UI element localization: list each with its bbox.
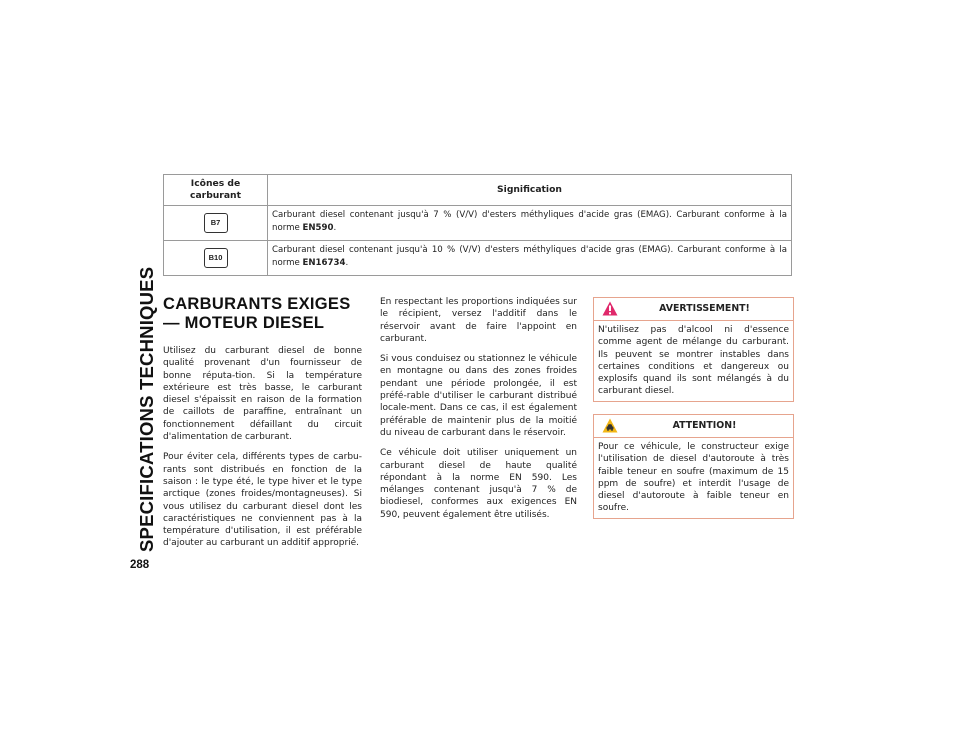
page-number: 288 [130, 559, 150, 571]
paragraph: Si vous conduisez ou stationnez le véhicule en montagne ou dans des zones froides pendant une période prolongée, il est préfé-rable d'utiliser le carburant distribué locale-ment. Dans ce cas, il est également préférable de maintenir plus de la moitié du niveau de carburant dans le réservoir. [380, 354, 577, 438]
warning-title: AVERTISSEMENT! [659, 303, 750, 314]
fuel-icon-cell [164, 241, 268, 276]
norm-label: EN590 [302, 222, 334, 233]
text-column-1 [163, 295, 362, 558]
table-row [164, 206, 792, 241]
meaning-text: Carburant diesel contenant jusqu'à 7 % (V/V) d'esters méthyliques d'acide gras (EMAG). Carburant conforme à la norme [272, 210, 787, 233]
warning-text: N'utilisez pas d'alcool ni d'essence comme agent de mélange du carburant. Ils peuvent se montrer instables dans certaines conditions et dangereux ou explosifs quand ils sont mélangés à du carburant diesel. [598, 325, 789, 397]
warning-triangle-icon [602, 301, 618, 316]
warning-header [594, 298, 793, 321]
caution-title: ATTENTION! [672, 420, 737, 431]
section-side-title: SPECIFICATIONS TECHNIQUES [136, 266, 157, 552]
paragraph: Utilisez du carburant diesel de bonne qualité provenant d'un fournisseur de bonne réputa-tion. Si la température extérieure est très basse, le carburant diesel s'épaissit en raison de la formation de caillots de paraffine, entraînant un fonctionnement défaillant du circuit d'alimentation de carburant. [163, 346, 362, 443]
table-header-row [164, 175, 792, 206]
column-header-icons: Icônes de carburant [164, 175, 268, 206]
meaning-text: Carburant diesel contenant jusqu'à 10 % (V/V) d'esters méthyliques d'acide gras (EMAG). Carburant conforme à la norme [272, 245, 787, 268]
meaning-cell [268, 241, 792, 276]
b7-fuel-icon: B7 [204, 213, 228, 233]
column-header-meaning: Signification [268, 175, 792, 206]
meaning-end: . [333, 222, 337, 233]
car-caution-icon [602, 418, 618, 433]
norm-label: EN16734 [302, 257, 346, 268]
fuel-icon-cell [164, 206, 268, 241]
section-title: CARBURANTS EXIGES — MOTEUR DIESEL [163, 295, 351, 332]
paragraph: En respectant les proportions indiquées sur le récipient, versez l'additif dans le réservoir avant de faire l'appoint en carburant. [380, 297, 577, 344]
warning-box [593, 297, 794, 402]
b10-fuel-icon: B10 [204, 248, 228, 268]
paragraph: Ce véhicule doit utiliser uniquement un carburant diesel de haute qualité répondant à la norme EN 590. Les mélanges contenant jusqu'à 7 % de biodiesel, conformes aux exigences EN 590, peuvent également être utilisés. [380, 448, 577, 520]
caution-text: Pour ce véhicule, le constructeur exige l'utilisation de diesel d'autoroute à très faible teneur en soufre (maximum de 15 ppm de soufre) et interdit l'usage de diesel d'autoroute à faible teneur en soufre. [598, 442, 789, 514]
caution-box [593, 414, 794, 519]
fuel-icons-table [163, 174, 792, 276]
table-row [164, 241, 792, 276]
meaning-end: . [345, 257, 349, 268]
meaning-cell [268, 206, 792, 241]
text-column-2 [380, 296, 577, 529]
caution-header [594, 415, 793, 438]
paragraph: Pour éviter cela, différents types de carbu-rants sont distribués en fonction de la saison : le type été, le type hiver et le type arctique (zones froides/montagneuses). Si vous utilisez du carburant diesel dont les caractéristiques ne conviennent pas à la température d'utilisation, il est préférable d'ajouter au carburant un additif approprié. [163, 452, 362, 549]
